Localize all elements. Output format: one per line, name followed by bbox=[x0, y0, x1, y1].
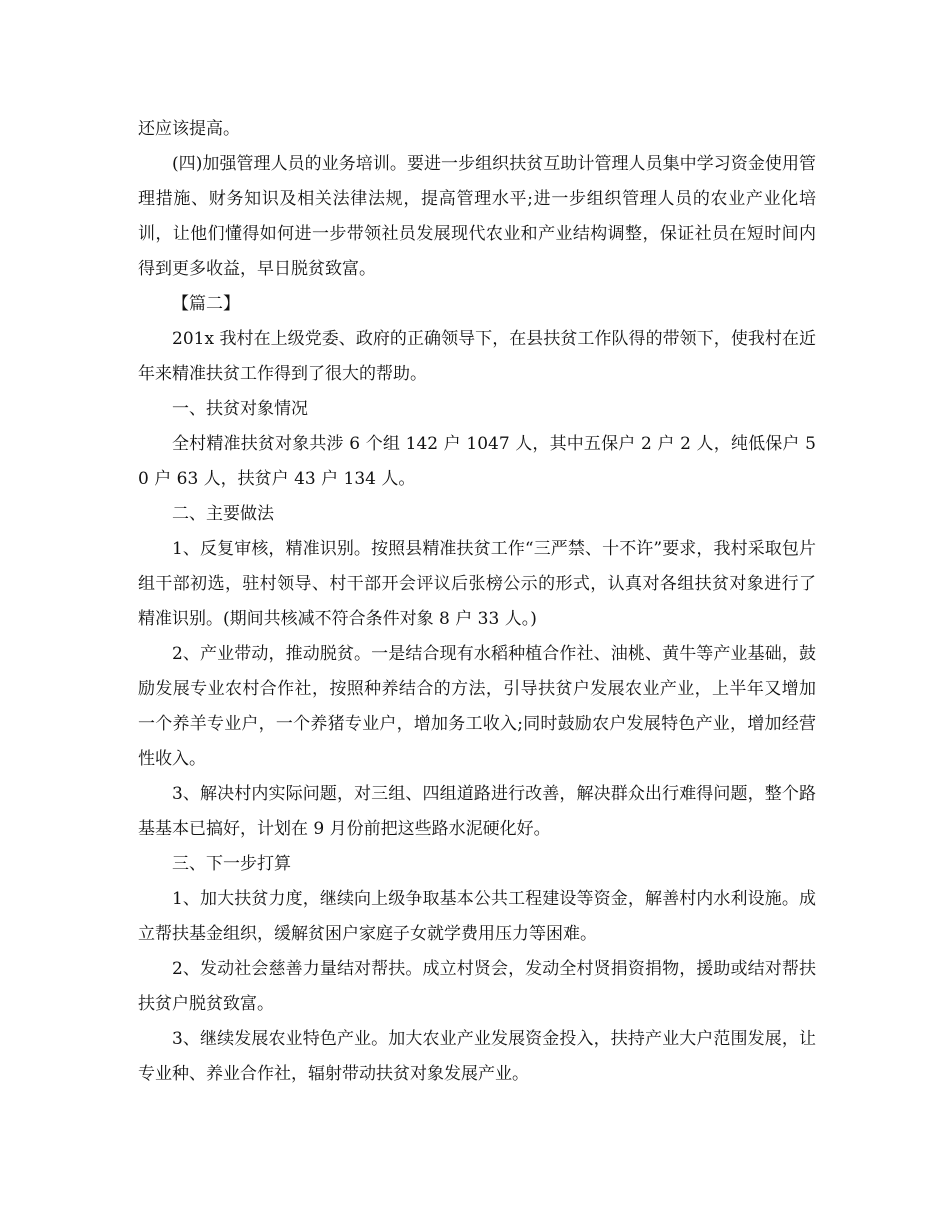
paragraph-practice-1: 1、反复审核，精准识别。按照县精准扶贫工作“三严禁、十不许”要求，我村采取包片组干部初选，驻村领导、村干部开会评议后张榜公示的形式，认真对各组扶贫对象进行了精准识别。(期间共核减不符合条件对象 8 户 33 人。) bbox=[138, 539, 816, 629]
paragraph-plan-3: 3、继续发展农业特色产业。加大农业产业发展资金投入，扶持产业大户范围发展，让专业种、养业合作社，辐射带动扶贫对象发展产业。 bbox=[138, 1029, 816, 1084]
paragraph-practice-2: 2、产业带动，推动脱贫。一是结合现有水稻种植合作社、油桃、黄牛等产业基础，鼓励发展专业农村合作社，按照种养结合的方法，引导扶贫户发展农业产业，上半年又增加一个养羊专业户，一个养猪专业户，增加务工收入;同时鼓励农户发展特色产业，增加经营性收入。 bbox=[138, 644, 816, 769]
paragraph-training: (四)加强管理人员的业务培训。要进一步组织扶贫互助计管理人员集中学习资金使用管理措施、财务知识及相关法律法规，提高管理水平;进一步组织管理人员的农业产业化培训，让他们懂得如何进一步带领社员发展现代农业和产业结构调整，保证社员在短时间内得到更多收益，早日脱贫致富。 bbox=[138, 154, 816, 279]
document-page bbox=[138, 112, 816, 1092]
heading-poverty-targets: 一、扶贫对象情况 bbox=[172, 399, 308, 419]
paragraph-practice-3: 3、解决村内实际问题，对三组、四组道路进行改善，解决群众出行难得问题，整个路基基本已搞好，计划在 9 月份前把这些路水泥硬化好。 bbox=[138, 784, 816, 839]
section-heading-part-two: 【篇二】 bbox=[172, 294, 240, 314]
paragraph-intro: 201x 我村在上级党委、政府的正确领导下，在县扶贫工作队得的带领下，使我村在近年来精准扶贫工作得到了很大的帮助。 bbox=[138, 329, 816, 384]
paragraph-continuation: 还应该提高。 bbox=[138, 119, 240, 139]
heading-next-steps: 三、下一步打算 bbox=[172, 854, 291, 874]
heading-main-practices: 二、主要做法 bbox=[172, 504, 274, 524]
paragraph-plan-1: 1、加大扶贫力度，继续向上级争取基本公共工程建设等资金，解善村内水利设施。成立帮扶基金组织，缓解贫困户家庭子女就学费用压力等困难。 bbox=[138, 889, 816, 944]
paragraph-poverty-targets: 全村精准扶贫对象共涉 6 个组 142 户 1047 人，其中五保户 2 户 2 人，纯低保户 50 户 63 人，扶贫户 43 户 134 人。 bbox=[138, 434, 816, 489]
paragraph-plan-2: 2、发动社会慈善力量结对帮扶。成立村贤会，发动全村贤捐资捐物，援助或结对帮扶扶贫户脱贫致富。 bbox=[138, 959, 816, 1014]
